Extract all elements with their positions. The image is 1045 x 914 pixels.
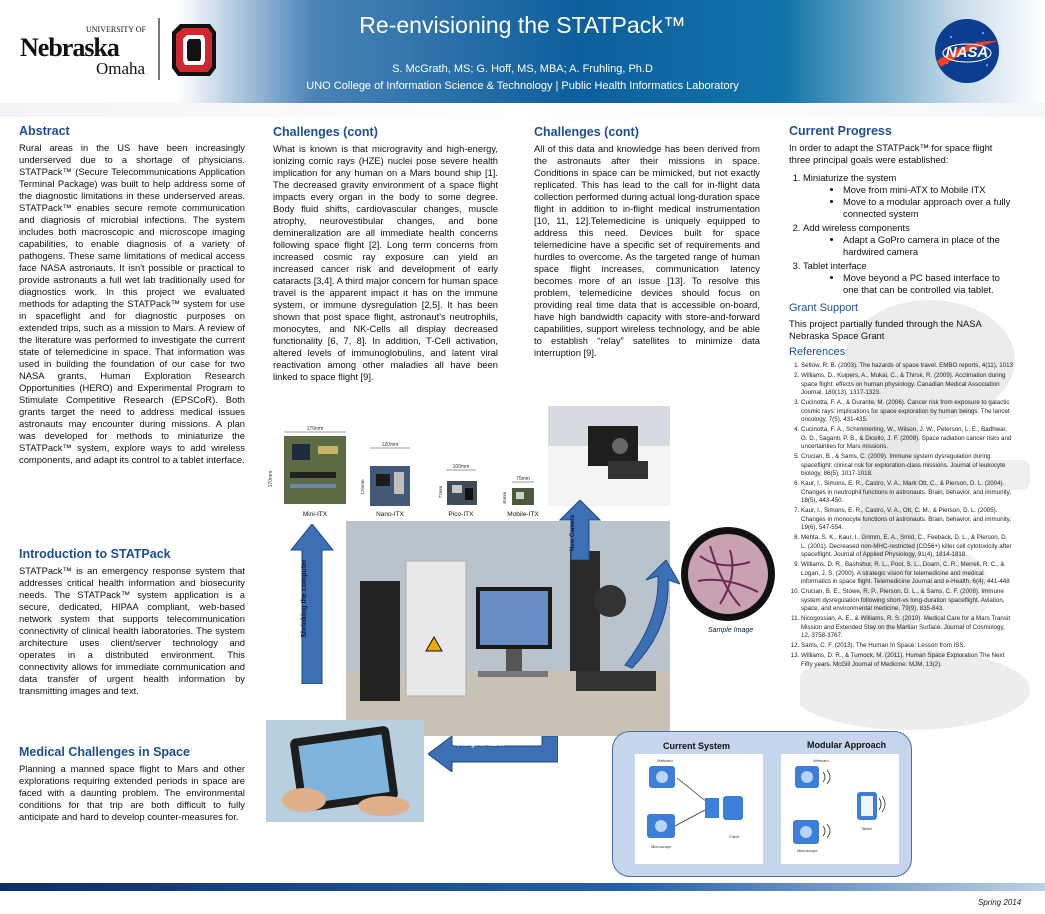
goal-bullet: • Adapt a GoPro camera in place of the hardwired camera [843, 234, 1014, 258]
goal-bullet: • Move from mini-ATX to Mobile ITX [843, 184, 1014, 196]
challenges-body-1: What is known is that microgravity and high-energy, ionizing comic rays (HZE) nuclei pose severe health implication for any human on a Mars bound ship [1]. The decreased gravity environment of a space flight impacts every organ in the body to some degree. Body fluid shifts, cardiovascular changes, muscle atrophy, neurovestibular changes, and bone demineralization are all immediate health concerns following space flight [2]. Long term concerns from increased cosmic ray exposure can yield an increased cancer risk and development of early cataracts [3,4]. A third major concern for human space travel is the apparent impact it has on the immune system, or immune dysregulation [2,5]. It has been shown that post space flight, astronaut's neutrophils, monocytes, and NK-Cells all display decreased functionality [6, 7, 8]. In addition, T-Cell activation, altered levels of immunoglobulins, and latent viral reactivation among other maladies all have been linked to space flight [9]. [273, 143, 498, 382]
goal-bullet: • Move to a modular approach over a fully connected system [843, 196, 1014, 220]
medical-body: Planning a manned space flight to Mars and other explorations requiring extended periods in space are faced with a daunting problem. The environmental conditions for that trip are both difficult to fully anticipate and hard to develop counter-measures for. [19, 763, 245, 822]
svg-text:Nebraska: Nebraska [20, 33, 119, 62]
svg-text:72mm: 72mm [438, 485, 443, 499]
goal-item: 1. Miniaturize the system • Move from mini-ATX to Mobile ITX • Move to a modular approach over a fully connected system [803, 172, 1014, 220]
challenges-section-2 [534, 125, 760, 359]
reference-item: 10. Crucian, B. E., Stowe, R. P., Pierson, D. L., & Sams, C. F. (2008). Immune system dysregulation following short-vs long-duration spaceflight. Aviation, space, and environmental medicine, 79(9), 835-843. [801, 588, 1014, 614]
microscope-camera-photo [548, 406, 670, 506]
unl-logo [18, 20, 168, 80]
challenges-section-1 [273, 125, 498, 383]
poster-header [0, 0, 1045, 103]
medical-heading: Medical Challenges in Space [19, 745, 190, 759]
reference-item: 13. Williams, D. R., & Turnock, M. (2011). Human Space Exploration The Next Fifty years. McGill Journal of Medicine: MJM, 13(2). [801, 652, 1014, 669]
camera-arrow-label: New Camera [570, 514, 577, 552]
current-system-title: Current System [663, 741, 731, 751]
shrink-arrow [289, 524, 335, 684]
footer-bar [0, 883, 1045, 891]
motherboard-comparison [262, 424, 552, 524]
svg-text:170mm: 170mm [306, 426, 324, 432]
svg-text:Nano-ITX: Nano-ITX [376, 511, 404, 518]
modular-approach-title: Modular Approach [807, 740, 887, 750]
goal-bullet: • Move beyond a PC based interface to one that can be controlled via tablet. [843, 272, 1014, 296]
svg-text:100mm: 100mm [452, 464, 470, 470]
header-subbar [0, 103, 1045, 117]
svg-text:Omaha: Omaha [96, 59, 146, 78]
svg-text:45mm: 45mm [502, 491, 507, 505]
sample-arrow [620, 560, 680, 670]
svg-text:170mm: 170mm [268, 470, 274, 488]
nasa-logo [933, 17, 1001, 85]
sample-image [680, 526, 776, 622]
reference-item: 12. Sams, C. F. (2013). The Human In Space: Lesson from ISS. [801, 642, 1014, 651]
svg-text:Webcam: Webcam [657, 758, 673, 763]
sample-caption: Sample Image [708, 627, 754, 634]
reference-item: 9. Williams, D. R., Bashshur, R. L., Pool, S. L., Doarn, C. R., Merrell, R. C., & Logan, J. S. (2000). A strategic vision for telemedicine and medical informatics in space flight. Telemedicine Journal and e-Health, 6(4), 441-448 [801, 561, 1014, 587]
poster-title: Re-envisioning the STATPack™ [359, 12, 686, 38]
svg-text:Client: Client [729, 834, 740, 839]
abstract-heading: Abstract [19, 124, 70, 138]
camera-arrow [558, 500, 602, 560]
reference-item: 8. Mehta, S. K., Kaur, I., Grimm, E. A., Smid, C., Feeback, D. L., & Pierson, D. L. (2001). Decreased non-MHC-restricted (CD56+) killer cell cytotoxicity after spaceflight. Journal of Applied Physiology, 91(4), 1814-1818. [801, 534, 1014, 560]
tablet-arrow-label: Change to Tablet [456, 742, 505, 748]
authors: S. McGrath, MS; G. Hoff, MS, MBA; A. Fruhling, Ph.D [392, 63, 653, 75]
footer-note: Spring 2014 [978, 898, 1022, 907]
reference-item: 5. Crucian, B., & Sams, C. (2009). Immune system dysregulation during spaceflight: clinical risk for exploration-class missions. Journal of leukocyte biology, 86(5), 1017-1018. [801, 453, 1014, 479]
challenges-heading-2: Challenges (cont) [534, 125, 639, 139]
svg-text:120mm: 120mm [360, 479, 365, 495]
reference-item: 1. Setlow, R. B. (2003). The hazards of space travel. EMBO reports, 4(11), 1013 [801, 362, 1014, 371]
challenges-body-2: All of this data and knowledge has been derived from the astronauts after their missions in space. Conditions in space can be mimicked, but not exactly replicated. This has lead to the call for in-flight data collection performed during actual long-duration space flight in addition to in-flight medical instrumentation [10, 11, 12].Telemedicine is uniquely equipped to address this need. Devices built for space telemedicine have a specific set of requirements and hurdles to overcome. As the targeted range of human space flight increases, communication latency becomes more of an issue [13]. To resolve this problem, telemedicine devices should focus on providing real time data that is accessible on-board, have high bandwidth capacity with store-and-forward capabilities, support wireless technology, and be able to establish “relay” satellites to minimize data interruption [9]. [534, 143, 760, 358]
svg-text:Mobile-ITX: Mobile-ITX [507, 511, 539, 518]
architecture-diagram [612, 731, 912, 877]
reference-item: 6. Kaur, I., Simons, E. R., Castro, V. A., Mark Ott, C., & Pierson, D. L. (2004). Changes in neutrophil functions in astronauts. Brain, behavior, and immunity, 18(5), 443-450. [801, 480, 1014, 506]
goal-item: 2. Add wireless components • Adapt a GoPro camera in place of the hardwired camera [803, 222, 1014, 258]
medical-section [19, 745, 245, 823]
abstract-section [19, 124, 245, 466]
goal-item: 3. Tablet interface • Move beyond a PC based interface to one that can be controlled via tablet. [803, 260, 1014, 296]
logo-divider [158, 18, 160, 80]
uno-o-logo [170, 20, 218, 80]
intro-body: STATPack™ is an emergency response system that addresses critical health information and biosecurity needs. The STATPack™ system application is a secure, dedicated, HIPAA compliant, web-based network system that supports telecommunication connectivity of clinical health laboratories. The system architecture uses client/server technology and operates in a distributed environment. This connectivity allows for immediate communication and data transfer of urgent health information by transmitting images and text. [19, 565, 245, 696]
affiliation: UNO College of Information Science & Technology | Public Health Informatics Laboratory [306, 80, 739, 92]
reference-item: 3. Cucinotta, F. A., & Durante, M. (2006). Cancer risk from exposure to galactic cosmic rays: implications for space exploration by human beings. The lancet oncology, 7(5), 431-435. [801, 399, 1014, 425]
svg-text:Microscope: Microscope [797, 848, 818, 853]
progress-intro: In order to adapt the STATPack™ for space flight three principal goals were established: [789, 142, 993, 165]
svg-text:NASA: NASA [945, 44, 989, 61]
reference-item: 11. Nicogossian, A. E., & Williams, R. S. (2010). Medical Care for a Mars Transit Mission and Extended Stay on the Martian Surface. Journal of Cosmology, 12, 3758-3767. [801, 615, 1014, 641]
tablet-photo [266, 720, 424, 822]
grant-body: This project partially funded through the NASA Nebraska Space Grant [789, 318, 982, 341]
intro-section [19, 547, 245, 697]
reference-item: 4. Cucinotta, F. A., Schimmerling, W., Wilson, J. W., Peterson, L. E., Badhwar, G. D., Saganti, P. B., & Dicello, J. F. (2009). Space radiation cancer risks and uncertainties for Mars missions. [801, 426, 1014, 452]
abstract-body: Rural areas in the US have been increasingly underserved due to a shortage of physicians. STATPack™ (Secure Telecommunications Application Terminal Package) was built to help address some of the diagnostic limitations in these underserved areas. STATPack™ enables secure remote communication and diagnosis of microbial infections. The system includes both macroscopic and microscope imaging capabilities, to enable diagnosis of a variety of pathogens. These same limitations of medical access face NASA astronauts. It isn't possible or practical to provide astronauts a full wet lab traditionally used for diagnostics work. In this project we evaluated methods for adapting the STATPack™ system for use in spaceflight and for diagnostic purposes on extended trips, such as a mission to Mars. A review of the literature was performed to investigate the current state of telemedicine in space. That information was used in building the foundation of our case for two NASA grants, Human Exploration Research Opportunities (HERO) and Experimental Program to Stimulate Competitive Research (EPSCoR). Both grants target the need to address medical issues astronauts may encounter during missions. A plan was developed for methods to miniaturize the STATPack™ system, explore ways to add wireless components, and adapt its control to a tablet interface. [19, 142, 245, 465]
progress-heading: Current Progress [789, 124, 892, 138]
svg-text:Mini-ITX: Mini-ITX [302, 511, 328, 518]
shrink-arrow-label: Shrinking the computer [300, 559, 308, 638]
svg-text:75mm: 75mm [516, 476, 530, 482]
challenges-heading-1: Challenges (cont) [273, 125, 378, 139]
references-list [789, 362, 1014, 669]
reference-item: 7. Kaur, I., Simons, E. R., Castro, V. A., Ott, C. M., & Pierson, D. L. (2005). Changes in monocyte functions of astronauts. Brain, behavior, and immunity, 19(6), 547-554. [801, 507, 1014, 533]
modular-approach-panel [781, 754, 899, 864]
svg-text:Pico-ITX: Pico-ITX [448, 511, 474, 518]
progress-section [789, 124, 1014, 671]
grant-heading: Grant Support [789, 302, 859, 314]
svg-text:120mm: 120mm [381, 442, 399, 448]
svg-text:Webcam: Webcam [813, 758, 829, 763]
current-system-panel [635, 754, 763, 864]
svg-text:Microscope: Microscope [651, 844, 672, 849]
svg-text:Tablet: Tablet [861, 826, 872, 831]
reference-item: 2. Williams, D., Kuipers, A., Mukai, C., & Thirsk, R. (2009). Acclimation during space flight: effects on human physiology. Canadian Medical Association Journal, 180(13), 1317-1323. [801, 372, 1014, 398]
goals-list [789, 172, 1014, 296]
svg-text:UNIVERSITY OF: UNIVERSITY OF [86, 25, 146, 34]
references-heading: References [789, 346, 846, 358]
intro-heading: Introduction to STATPack [19, 547, 171, 561]
